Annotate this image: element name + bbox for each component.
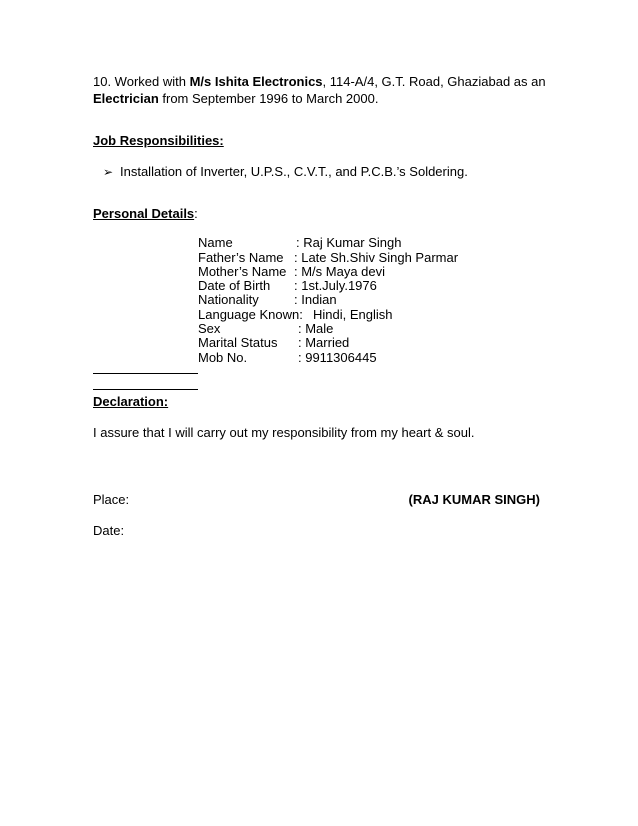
- separator-line: [93, 389, 198, 390]
- job-responsibilities-heading: Job Responsibilities:: [93, 133, 224, 148]
- detail-value-mother-name: : M/s Maya devi: [294, 264, 386, 279]
- detail-label-name: Name: [198, 235, 233, 250]
- detail-label-mother-name: Mother’s Name: [198, 264, 287, 279]
- date-label: Date:: [93, 523, 125, 538]
- detail-value-nationality: : Indian: [294, 292, 337, 307]
- detail-label-nationality: Nationality: [198, 292, 259, 307]
- detail-value-mobile: : 9911306445: [298, 350, 377, 365]
- detail-value-name: : Raj Kumar Singh: [296, 235, 402, 250]
- responsibility-item: Installation of Inverter, U.P.S., C.V.T., and P.C.B.’s Soldering.: [120, 164, 468, 179]
- company-name: M/s Ishita Electronics: [189, 74, 323, 89]
- detail-label-marital-status: Marital Status: [198, 335, 278, 350]
- detail-value-date-of-birth: : 1st.July.1976: [294, 278, 377, 293]
- employment-period: from September 1996 to March 2000.: [158, 91, 379, 106]
- detail-label-mobile: Mob No.: [198, 350, 248, 365]
- employment-line-1: [93, 74, 546, 90]
- arrow-bullet-icon: ➢: [103, 165, 114, 179]
- employment-prefix: 10. Worked with: [93, 74, 190, 89]
- employment-address: , 114-A/4, G.T. Road, Ghaziabad as an: [322, 74, 546, 89]
- place-label: Place:: [93, 492, 130, 507]
- personal-details-title: Personal Details: [93, 206, 195, 221]
- detail-value-sex: : Male: [298, 321, 334, 336]
- detail-label-father-name: Father’s Name: [198, 250, 284, 265]
- detail-value-father-name: : Late Sh.Shiv Singh Parmar: [294, 250, 459, 265]
- personal-details-colon: :: [194, 206, 198, 221]
- detail-value-marital-status: : Married: [298, 335, 350, 350]
- detail-label-date-of-birth: Date of Birth: [198, 278, 271, 293]
- declaration-text: I assure that I will carry out my responsibility from my heart & soul.: [93, 425, 475, 440]
- signature-name: (RAJ KUMAR SINGH): [408, 492, 540, 507]
- detail-value-language: Hindi, English: [313, 307, 393, 322]
- employment-line-2: [93, 91, 378, 107]
- detail-label-language: Language Known:: [198, 307, 303, 322]
- job-role: Electrician: [93, 91, 159, 106]
- declaration-heading: Declaration:: [93, 394, 169, 409]
- detail-label-sex: Sex: [198, 321, 221, 336]
- separator-line: [93, 373, 198, 374]
- personal-details-heading: [93, 206, 198, 222]
